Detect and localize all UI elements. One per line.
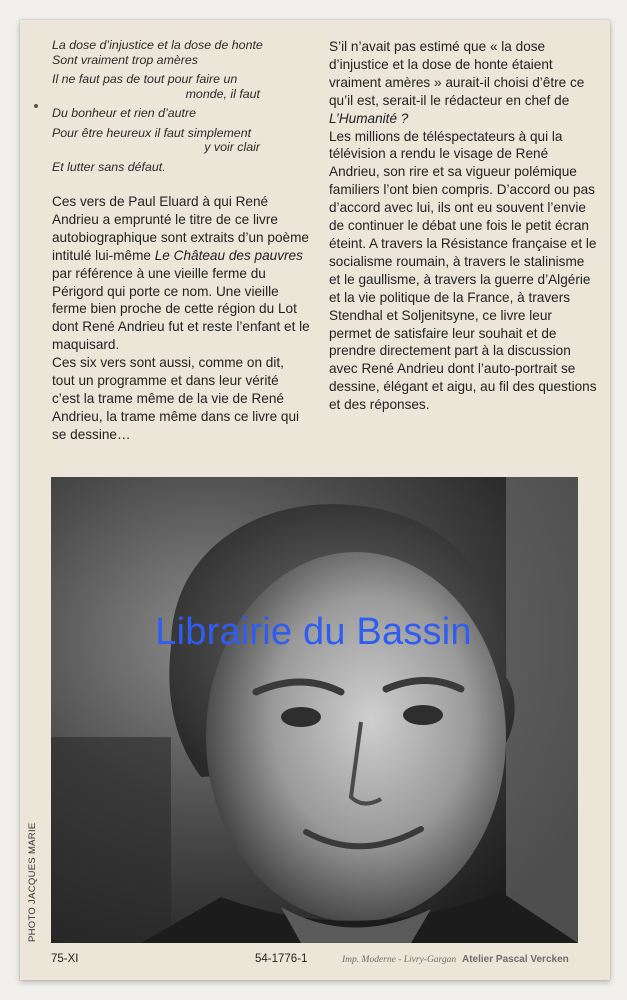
poem-line: Sont vraiment trop amères bbox=[52, 52, 198, 67]
newspaper-title: L’Humanité ? bbox=[329, 110, 409, 126]
book-number: 54-1776-1 bbox=[255, 953, 308, 965]
poem-stanza bbox=[52, 72, 278, 101]
poem-line: y voir clair bbox=[204, 140, 260, 154]
epigraph-poem bbox=[52, 38, 278, 179]
poem-line: La dose d’injustice et la dose de honte bbox=[52, 38, 263, 52]
paragraph bbox=[329, 38, 597, 128]
poem-line: Et lutter sans défaut. bbox=[52, 159, 166, 174]
margin-dot bbox=[34, 104, 38, 108]
text-run: par référence à une vieille ferme du Périgord qui porte ce nom. Une vieille ferme bien proche de cette région du Lot dont René Andrieu fut et reste l’enfant et le maquisard. bbox=[52, 265, 310, 353]
watermark-text: Librairie du Bassin bbox=[155, 611, 472, 653]
paragraph: Les millions de téléspectateurs à qui la télévision a rendu le visage de René Andrieu, son rire et sa vigueur polémique familiers l’ont bien compris. D’accord ou pas d’accord avec lui, ils ont eu souvent l’envie de continuer le débat une fois le petit écran éteint. A travers la Résistance française et le socialisme roumain, à travers le stalinisme et le gaullisme, à travers la guerre d’Algérie et la vie politique de la France, à travers Stendhal et Soljenitsyne, ce livre leur permet de satisfaire leur souhait et de prendre directement part à la discussion avec René Andrieu dont l’auto-portrait se dessine, élégant et aigu, au fil des questions et des réponses. bbox=[329, 128, 597, 413]
catalog-code: 75-XI bbox=[51, 953, 79, 965]
poem-line: Il ne faut pas de tout pour faire un bbox=[52, 72, 238, 86]
paragraph bbox=[52, 193, 310, 354]
poem-stanza bbox=[52, 106, 278, 121]
poem-line: Pour être heureux il faut simplement bbox=[52, 125, 252, 140]
text-run: Ces vers de Paul Eluard à qui René Andrieu a emprunté le titre de ce livre autobiographique sont extraits d’un poème intitulé lui-même bbox=[52, 194, 309, 263]
poem-stanza bbox=[52, 160, 278, 175]
designer-credit: Atelier Pascal Vercken bbox=[462, 954, 569, 965]
left-text-column bbox=[52, 193, 310, 444]
poem-stanza bbox=[52, 38, 278, 67]
poem-line: monde, il faut bbox=[185, 86, 260, 101]
photo-credit: PHOTO JACQUES MARIE bbox=[27, 822, 38, 942]
author-portrait-photo bbox=[51, 477, 578, 943]
right-text-column bbox=[329, 38, 597, 414]
text-run: S’il n’avait pas estimé que « la dose d’injustice et la dose de honte étaient vraiment amères » aurait-il choisi d’être ce qu’il est, serait-il le rédacteur en chef de bbox=[329, 39, 585, 108]
printer-imprint: Imp. Moderne - Livry-Gargan bbox=[342, 955, 457, 965]
book-title: Le Château des pauvres bbox=[154, 247, 303, 263]
poem-stanza bbox=[52, 126, 278, 155]
poem-line: Du bonheur et rien d’autre bbox=[52, 106, 196, 120]
paragraph: Ces six vers sont aussi, comme on dit, tout un programme et dans leur vérité c’est la trame même de la vie de René Andrieu, la trame même dans ce livre qui se dessine… bbox=[52, 355, 300, 442]
